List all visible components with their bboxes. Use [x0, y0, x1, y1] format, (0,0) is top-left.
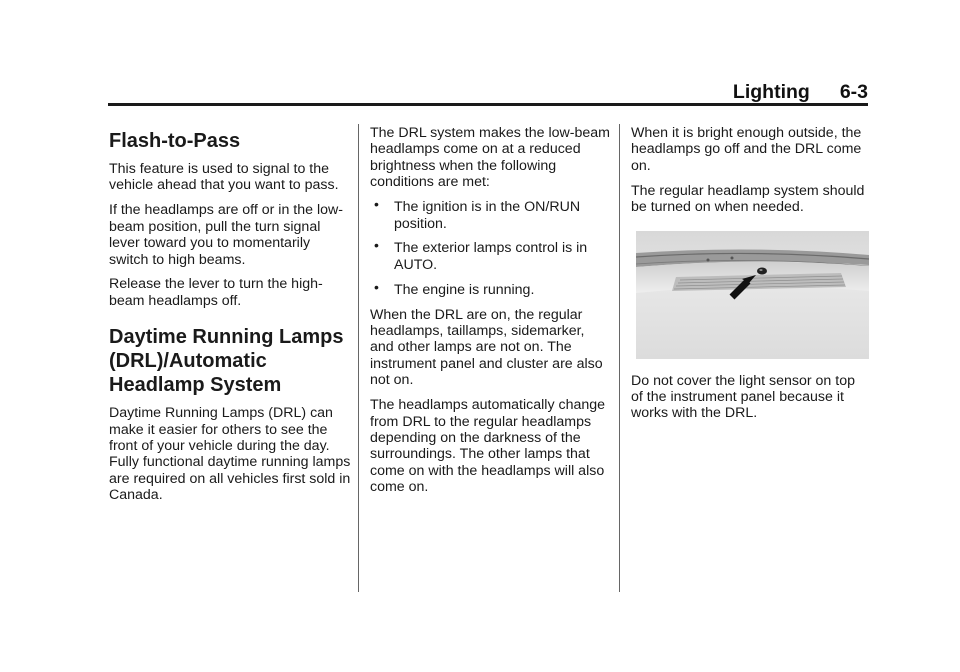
heading-drl — [109, 325, 351, 397]
column-1 — [109, 126, 351, 512]
paragraph: Release the lever to turn the high-beam headlamps off. — [109, 276, 323, 309]
column-divider-2 — [619, 124, 620, 592]
column-2 — [370, 125, 610, 504]
page-header — [108, 80, 868, 104]
list-item-text: The exterior lamps control is in AUTO. — [394, 240, 588, 273]
condition-list — [370, 196, 610, 298]
heading-line: (DRL)/Automatic — [109, 350, 267, 373]
paragraph: Daytime Running Lamps (DRL) can make it easier for others to see the front of your vehicle during the day. Fully functional daytime running lamps are required on all vehicles first sold in Canada. — [109, 405, 351, 504]
paragraph: Do not cover the light sensor on top of the instrument panel because it works with the DRL. — [631, 372, 855, 422]
list-item-text: The ignition is in the ON/RUN position. — [394, 199, 581, 232]
header-rule — [108, 103, 868, 106]
heading-line: Headlamp System — [109, 374, 282, 397]
column-3 — [631, 125, 868, 430]
list-item — [370, 196, 610, 232]
section-title: Lighting — [732, 81, 810, 103]
heading-line: Daytime Running Lamps — [109, 326, 344, 349]
paragraph: The regular headlamp system should be turned on when needed. — [631, 182, 865, 216]
dashboard-sensor-image — [636, 231, 869, 359]
bullet-icon: • — [374, 196, 379, 213]
light-sensor-illustration — [636, 231, 869, 359]
page-number: 6-3 — [839, 81, 868, 103]
bullet-icon: • — [374, 278, 379, 295]
column-divider-1 — [358, 124, 359, 592]
paragraph: When it is bright enough outside, the headlamps go off and the DRL come on. — [631, 125, 862, 174]
paragraph: If the headlamps are off or in the low-beam position, pull the turn signal lever toward you to momentarily switch to high beams. — [109, 202, 343, 268]
list-item — [370, 237, 610, 273]
paragraph: This feature is used to signal to the vehicle ahead that you want to pass. — [109, 161, 339, 194]
bullet-icon: • — [374, 237, 379, 254]
paragraph: The headlamps automatically change from DRL to the regular headlamps depending on the darkness of the surroundings. The other lamps that come on with the headlamps will also come on. — [370, 397, 606, 496]
paragraph: The DRL system makes the low-beam headlamps come on at a reduced brightness when the following conditions are met: — [370, 125, 610, 191]
list-item — [370, 278, 610, 298]
heading-flash-to-pass: Flash-to-Pass — [109, 130, 241, 152]
list-item-text: The engine is running. — [394, 281, 535, 298]
paragraph: When the DRL are on, the regular headlamps, taillamps, sidemarker, and other lamps are not on. The instrument panel and cluster are also not on. — [370, 306, 603, 389]
